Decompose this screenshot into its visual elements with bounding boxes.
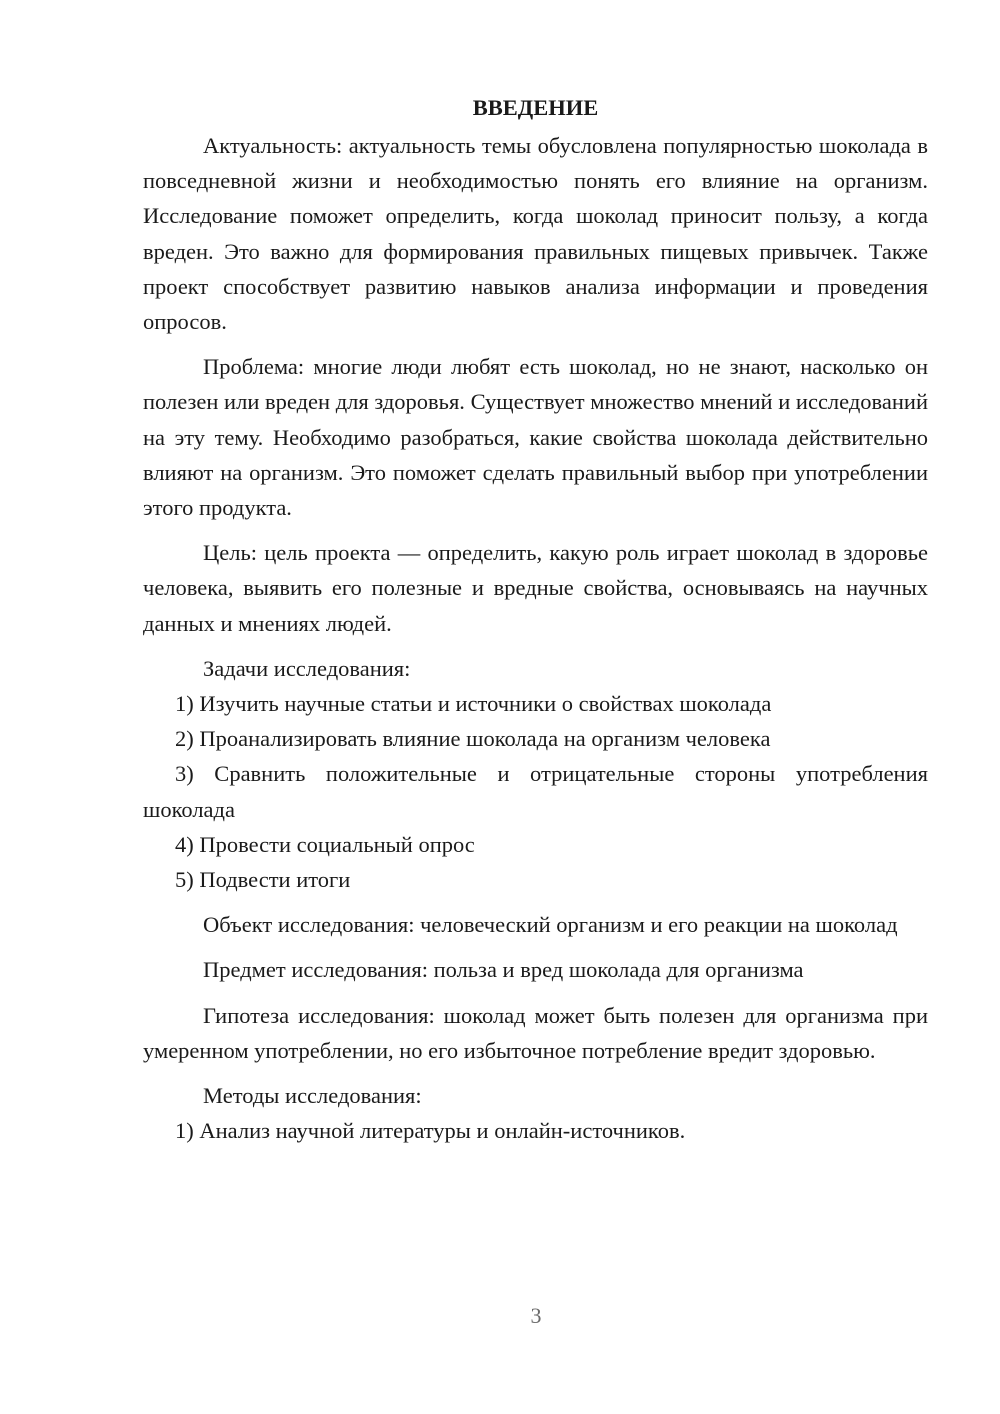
task-item: 3) Сравнить положительные и отрицательные стороны употребления шоколада — [143, 761, 928, 822]
methods-heading: Методы исследования: — [203, 1083, 422, 1109]
paragraph-object: Объект исследования: человеческий организм и его реакции на шоколад — [203, 912, 898, 938]
paragraph-problem: Проблема: многие люди любят есть шоколад, но не знают, насколько он полезен или вреден для здоровья. Существует множество мнений и исследований на эту тему. Необходимо разобраться, какие свойства шоколада действительно влияют на организм. Это поможет сделать правильный выбор при употреблении этого продукта. — [143, 354, 928, 521]
section-title: ВВЕДЕНИЕ — [472, 95, 599, 120]
paragraph-relevance: Актуальность: актуальность темы обусловлена популярностью шоколада в повседневной жизни и необходимостью понять его влияние на организм. Исследование поможет определить, когда шоколад приносит пользу, а когда вреден. Это важно для формирования правильных пищевых привычек. Также проект способствует развитию навыков анализа информации и проведения опросов. — [143, 133, 928, 335]
tasks-heading: Задачи исследования: — [203, 655, 411, 681]
page-number: 3 — [530, 1303, 542, 1328]
method-item: 1) Анализ научной литературы и онлайн-источников. — [175, 1118, 686, 1144]
task-item: 5) Подвести итоги — [175, 867, 351, 893]
task-item: 4) Провести социальный опрос — [175, 831, 475, 857]
task-item: 1) Изучить научные статьи и источники о свойствах шоколада — [175, 691, 772, 717]
paragraph-subject: Предмет исследования: польза и вред шоколада для организма — [203, 957, 804, 983]
paragraph-goal: Цель: цель проекта — определить, какую роль играет шоколад в здоровье человека, выявить его полезные и вредные свойства, основываясь на научных данных и мнениях людей. — [143, 540, 928, 636]
task-item: 2) Проанализировать влияние шоколада на организм человека — [175, 726, 771, 752]
document-page — [143, 90, 928, 1148]
paragraph-hypothesis: Гипотеза исследования: шоколад может быть полезен для организма при умеренном употреблении, но его избыточное потребление вредит здоровью. — [143, 1002, 928, 1063]
